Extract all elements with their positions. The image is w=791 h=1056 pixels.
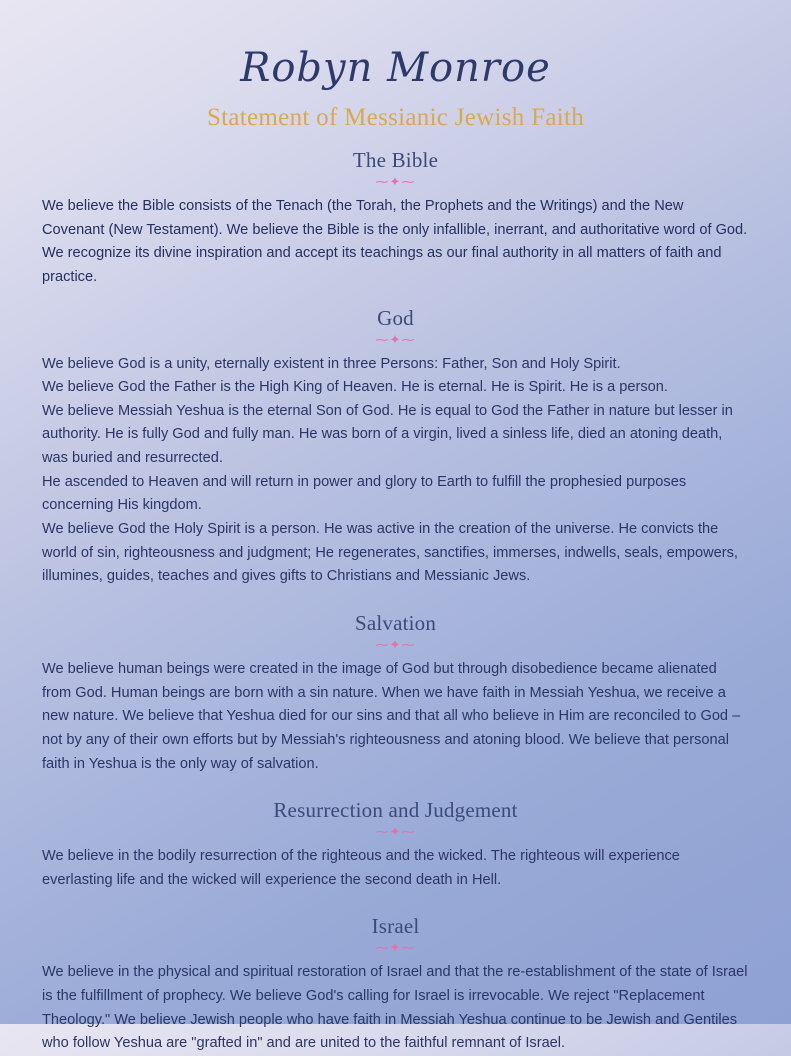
paragraph: We believe God is a unity, eternally existent in three Persons: Father, Son and Holy Spirit. bbox=[42, 355, 621, 372]
section-salvation bbox=[42, 605, 749, 776]
section-heading: Israel bbox=[371, 914, 420, 939]
section-god bbox=[42, 306, 749, 589]
paragraph: He ascended to Heaven and will return in power and glory to Earth to fulfill the prophesied purposes concerning His kingdom. bbox=[42, 473, 687, 514]
section-resurrection-and-judgement bbox=[42, 792, 749, 892]
paragraph: We believe in the physical and spiritual restoration of Israel and that the re-establishment of the state of Israel is the fulfillment of prophecy. We believe God's calling for Israel is irrevocable. We reject "Replacement Theology." We believe Jewish people who have faith in Messiah Yeshua continue to be Jewish and Gentiles who follow Yeshua are "grafted in" and are united to the faithful remnant of Israel. bbox=[42, 964, 748, 1052]
page-title: Robyn Monroe bbox=[240, 45, 551, 91]
section-heading: Salvation bbox=[354, 610, 437, 635]
ornament-divider-icon: ⁓✦⁓ bbox=[375, 940, 416, 956]
paragraph: We believe God the Father is the High King of Heaven. He is eternal. He is Spirit. He is a person. bbox=[42, 379, 668, 396]
section-heading: Resurrection and Judgement bbox=[273, 798, 518, 823]
section-israel bbox=[42, 908, 749, 1056]
ornament-divider-icon: ⁓✦⁓ bbox=[375, 331, 416, 347]
ornament-divider-icon: ⁓✦⁓ bbox=[375, 636, 416, 652]
paragraph: We believe Messiah Yeshua is the eternal Son of God. He is equal to God the Father in nature but lesser in authority. He is fully God and fully man. He was born of a virgin, lived a sinless life, died an atoning death, was buried and resurrected. bbox=[42, 402, 733, 467]
section-the-bible bbox=[42, 148, 749, 290]
section-heading: God bbox=[377, 305, 414, 330]
paragraph: We believe human beings were created in the image of God but through disobedience became alienated from God. Human beings are born with a sin nature. When we have faith in Messiah Yeshua, we receive a new nature. We believe that Yeshua died for our sins and that all who believe in Him are reconciled to God – not by any of their own efforts but by Messiah's righteousness and atoning blood. We believe that personal faith in Yeshua is the only way of salvation. bbox=[42, 660, 741, 772]
paragraph: We believe God the Holy Spirit is a person. He was active in the creation of the universe. He convicts the world of sin, righteousness and judgment; He regenerates, sanctifies, immerses, indwells, seals, empowers, illumines, guides, teaches and gives gifts to Christians and Messianic Jews. bbox=[42, 521, 738, 585]
ornament-divider-icon: ⁓✦⁓ bbox=[375, 824, 416, 840]
section-heading: The Bible bbox=[352, 148, 439, 172]
ornament-divider-icon: ⁓✦⁓ bbox=[375, 174, 416, 189]
page-subtitle: Statement of Messianic Jewish Faith bbox=[206, 104, 585, 131]
paragraph: We believe the Bible consists of the Tenach (the Torah, the Prophets and the Writings) and the New Covenant (New Testament). We believe the Bible is the only infallible, inerrant, and authoritative word of God. We recognize its divine inspiration and accept its teachings as our final authority in all matters of faith and practice. bbox=[42, 198, 748, 285]
paragraph: We believe in the bodily resurrection of the righteous and the wicked. The righteous will experience everlasting life and the wicked will experience the second death in Hell. bbox=[42, 848, 680, 888]
